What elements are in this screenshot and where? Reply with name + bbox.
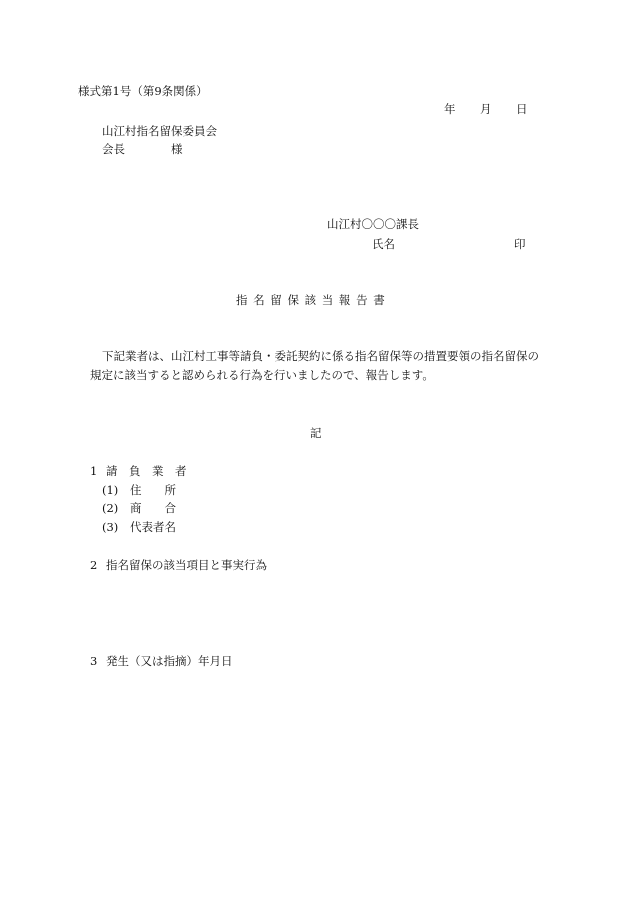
document-title: 指 名 留 保 該 当 報 告 書 — [236, 293, 385, 307]
subitem-3-label: 代表者名 — [130, 520, 176, 534]
item-1-number: 1 — [90, 464, 98, 478]
addressee-chair: 会長 — [102, 142, 125, 156]
subitem-2-number: (2) — [102, 501, 119, 515]
ki-heading: 記 — [310, 426, 322, 440]
date-day: 日 — [516, 102, 528, 116]
item-3-label: 発生（又は指摘）年月日 — [106, 654, 233, 668]
date-month: 月 — [480, 102, 492, 116]
item-2-number: 2 — [90, 558, 98, 572]
addressee-honorific: 様 — [171, 142, 183, 156]
body-line-1: 下記業者は、山江村工事等請負・委託契約に係る指名留保等の措置要領の指名留保の — [102, 349, 539, 363]
subitem-3-number: (3) — [102, 520, 119, 534]
addressee-committee: 山江村指名留保委員会 — [102, 124, 217, 138]
date-year: 年 — [444, 102, 456, 116]
sender-name-label: 氏名 — [372, 237, 395, 251]
item-1-label: 請 負 業 者 — [106, 464, 187, 478]
body-line-2: 規定に該当すると認められる行為を行いましたので、報告します。 — [90, 368, 434, 382]
subitem-1-number: (1) — [102, 483, 119, 497]
item-2-label: 指名留保の該当項目と事実行為 — [106, 558, 267, 572]
subitem-1-label: 住 所 — [130, 483, 176, 497]
subitem-2-label: 商 合 — [130, 501, 176, 515]
sender-title: 山江村〇〇〇課長 — [327, 217, 419, 231]
item-3-number: 3 — [90, 654, 98, 668]
form-number: 様式第1号（第9条関係） — [78, 84, 208, 98]
seal-mark: 印 — [514, 237, 526, 251]
